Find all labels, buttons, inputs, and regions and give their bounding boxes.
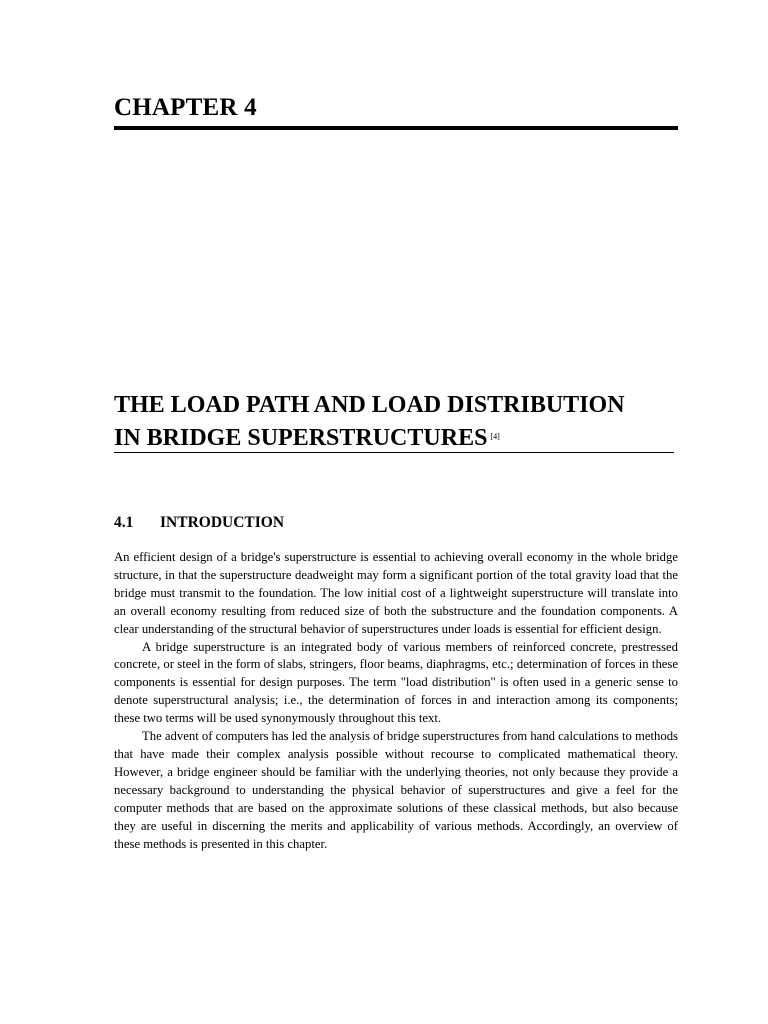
section-title: INTRODUCTION (160, 514, 285, 531)
title-rule (114, 452, 674, 453)
chapter-title-line-2: IN BRIDGE SUPERSTRUCTURES (114, 425, 488, 451)
paragraph-3: The advent of computers has led the analysis of bridge superstructures from hand calculations to methods that have made their complex analysis possible without recourse to complicated mathematical theory. However, a bridge engineer should be familiar with the underlying theories, not only because they provide a necessary background to understanding the physical behavior of superstructures and give a feel for the computer methods that are based on the approximate solutions of these classical methods, but also because they are useful in discerning the merits and applicability of various methods. Accordingly, an overview of these methods is presented in this chapter. (114, 729, 678, 851)
paragraph-2: A bridge superstructure is an integrated body of various members of reinforced concrete, prestressed concrete, or steel in the form of slabs, stringers, floor beams, diaphragms, etc.; determination of forces in these components is essential for design purposes. The term "load distribution" is often used in a generic sense to denote superstructural analysis; i.e., the determination of forces in and interaction among its components; these two terms will be used synonymously throughout this text. (114, 639, 678, 726)
section-number: 4.1 (114, 514, 134, 531)
section-heading (114, 513, 284, 533)
reference-marker: [4] (490, 432, 500, 441)
chapter-title-line-1: THE LOAD PATH AND LOAD DISTRIBUTION (114, 392, 625, 418)
body-text (114, 549, 678, 853)
paragraph-1: An efficient design of a bridge's superstructure is essential to achieving overall economy in the whole bridge structure, in that the superstructure deadweight may form a significant portion of the total gravity load that the bridge must transmit to the foundation. The low initial cost of a lightweight superstructure will translate into an overall economy resulting from reduced size of both the substructure and the foundation components. A clear understanding of the structural behavior of superstructures under loads is essential for efficient design. (114, 550, 678, 636)
chapter-title (114, 390, 694, 454)
chapter-label: CHAPTER 4 (114, 94, 257, 121)
chapter-rule (114, 126, 678, 130)
